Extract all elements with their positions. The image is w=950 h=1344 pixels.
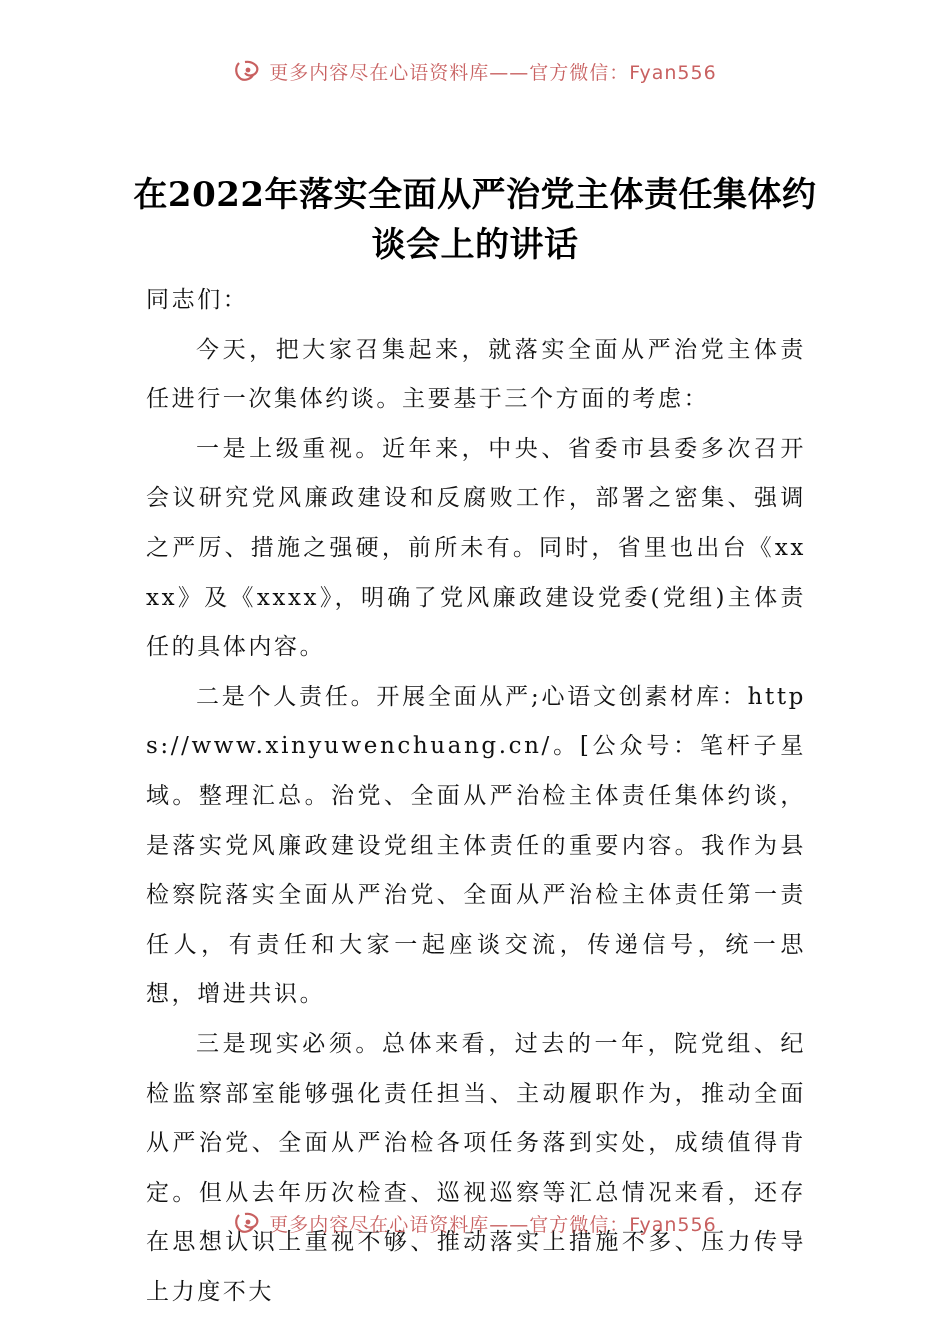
logo-icon	[233, 59, 263, 83]
paragraph-intro: 今天，把大家召集起来，就落实全面从严治党主体责任进行一次集体约谈。主要基于三个方面的考虑：	[146, 336, 806, 413]
watermark-text: 更多内容尽在心语资料库——官方微信：Fyan556	[269, 1213, 717, 1236]
paragraph-point-two: 二是个人责任。开展全面从严;心语文创素材库：https://www.xinyuwenchuang.cn/。[公众号：笔杆子星域。整理汇总。治党、全面从严治检主体责任集体约谈，是落实党风廉政建设党组主体责任的重要内容。我作为县检察院落实全面从严治党、全面从严治检主体责任第一责任人，有责任和大家一起座谈交流，传递信号，统一思想，增进共识。	[146, 683, 806, 1008]
watermark-footer	[0, 1206, 950, 1240]
document-title: 在2022年落实全面从严治党主体责任集体约谈会上的讲话	[133, 175, 817, 265]
paragraph-point-three: 三是现实必须。总体来看，过去的一年，院党组、纪检监察部室能够强化责任担当、主动履职作为，推动全面从严治党、全面从严治检各项任务落到实处，成绩值得肯定。但从去年历次检查、巡视巡察等汇总情况来看，还存在思想认识上重视不够、推动落实上措施不多、压力传导上力度不大	[146, 1030, 806, 1305]
salutation: 同志们：	[146, 287, 249, 313]
watermark-header	[0, 54, 950, 88]
watermark-text: 更多内容尽在心语资料库——官方微信：Fyan556	[269, 61, 717, 84]
paragraph-point-one: 一是上级重视。近年来，中央、省委市县委多次召开会议研究党风廉政建设和反腐败工作，部署之密集、强调之严厉、措施之强硬，前所未有。同时，省里也出台《xxxx》及《xxxx》，明确了党风廉政建设党委(党组)主体责任的具体内容。	[146, 435, 806, 661]
logo-icon	[233, 1211, 263, 1235]
document-body	[146, 276, 806, 1317]
